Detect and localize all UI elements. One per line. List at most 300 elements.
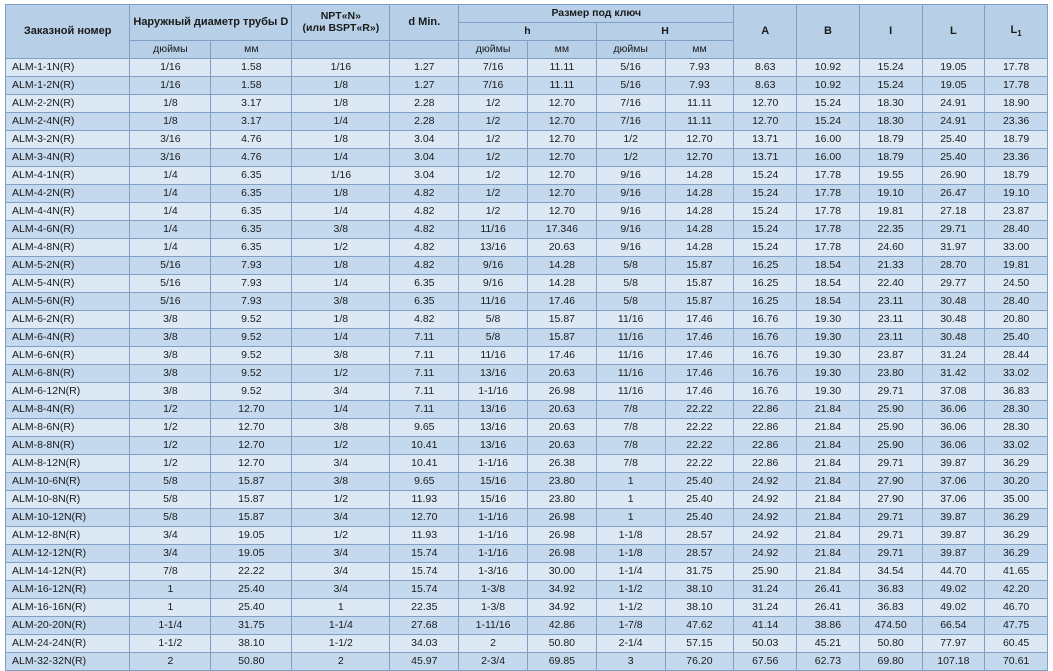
table-cell: 2.28 [390,95,459,113]
cell-order-number: ALM-5-2N(R) [6,257,130,275]
table-cell: 16.00 [797,131,860,149]
table-cell: 15.87 [665,257,734,275]
cell-order-number: ALM-5-6N(R) [6,293,130,311]
table-cell: 31.75 [665,563,734,581]
table-cell: 6.35 [211,167,292,185]
table-cell: 29.71 [859,509,922,527]
table-row [6,401,1048,419]
table-cell: 7.11 [390,365,459,383]
table-cell: 1/4 [292,275,390,293]
table-cell: 12.70 [527,203,596,221]
table-cell: 18.79 [985,131,1048,149]
table-cell: 15.24 [797,113,860,131]
table-cell: 1/4 [292,401,390,419]
table-cell: 19.05 [922,59,985,77]
table-cell: 33.02 [985,365,1048,383]
table-cell: 28.30 [985,419,1048,437]
table-cell: 12.70 [665,149,734,167]
table-cell: 1/16 [292,59,390,77]
table-row [6,59,1048,77]
table-cell: 14.28 [665,185,734,203]
table-cell: 25.40 [665,491,734,509]
table-row [6,473,1048,491]
table-cell: 21.84 [797,509,860,527]
table-cell: 24.92 [734,545,797,563]
table-cell: 19.81 [859,203,922,221]
table-cell: 23.80 [527,473,596,491]
table-cell: 9.52 [211,347,292,365]
table-cell: 17.46 [665,383,734,401]
table-cell: 3/4 [130,527,211,545]
table-cell: 28.44 [985,347,1048,365]
table-cell: 1 [596,509,665,527]
table-cell: 1/8 [292,311,390,329]
table-cell: 30.48 [922,329,985,347]
table-cell: 7/8 [596,401,665,419]
table-cell: 1/2 [130,401,211,419]
table-cell: 25.90 [859,437,922,455]
table-cell: 1/2 [459,203,528,221]
table-cell: 29.71 [859,545,922,563]
table-cell: 11.11 [527,59,596,77]
table-cell: 5/8 [130,473,211,491]
table-cell: 37.06 [922,491,985,509]
table-cell: 1/2 [292,437,390,455]
table-cell: 28.40 [985,221,1048,239]
table-cell: 70.61 [985,653,1048,671]
table-cell: 9/16 [596,221,665,239]
table-cell: 22.22 [665,455,734,473]
table-cell: 47.75 [985,617,1048,635]
table-cell: 15.24 [859,59,922,77]
table-cell: 1-3/8 [459,581,528,599]
table-cell: 6.35 [211,185,292,203]
table-cell: 9/16 [596,167,665,185]
table-cell: 19.30 [797,311,860,329]
table-cell: 42.86 [527,617,596,635]
table-cell: 31.97 [922,239,985,257]
table-cell: 22.22 [211,563,292,581]
table-cell: 20.63 [527,437,596,455]
table-cell: 1/8 [292,185,390,203]
table-cell: 10.41 [390,437,459,455]
table-cell: 1-1/2 [130,635,211,653]
table-cell: 12.70 [527,149,596,167]
table-cell: 13.71 [734,149,797,167]
table-cell: 3 [596,653,665,671]
table-cell: 69.85 [527,653,596,671]
table-cell: 11/16 [459,221,528,239]
table-cell: 7.93 [211,275,292,293]
table-cell: 36.06 [922,437,985,455]
table-cell: 1/16 [292,167,390,185]
table-cell: 28.30 [985,401,1048,419]
table-cell: 21.84 [797,563,860,581]
table-cell: 11/16 [596,311,665,329]
table-cell: 17.46 [665,347,734,365]
table-cell: 45.21 [797,635,860,653]
header-od-mm: мм [211,41,292,59]
cell-order-number: ALM-3-4N(R) [6,149,130,167]
cell-order-number: ALM-8-12N(R) [6,455,130,473]
table-row [6,599,1048,617]
table-cell: 3/4 [292,581,390,599]
table-cell: 11/16 [459,347,528,365]
table-cell: 69.80 [859,653,922,671]
table-cell: 3/8 [130,383,211,401]
specifications-table [5,4,1048,671]
table-cell: 27.90 [859,473,922,491]
table-cell: 1/2 [596,131,665,149]
table-cell: 11.11 [527,77,596,95]
table-cell: 3/8 [130,365,211,383]
table-cell: 7.11 [390,401,459,419]
table-cell: 57.15 [665,635,734,653]
table-cell: 27.18 [922,203,985,221]
table-cell: 22.86 [734,419,797,437]
table-cell: 24.92 [734,509,797,527]
table-cell: 17.46 [665,365,734,383]
table-cell: 2 [292,653,390,671]
table-cell: 2-1/4 [596,635,665,653]
table-cell: 20.63 [527,239,596,257]
header-outer-diameter: Наружный диаметр трубы D [130,5,292,41]
table-cell: 21.84 [797,545,860,563]
table-cell: 14.28 [665,203,734,221]
table-cell: 6.35 [211,221,292,239]
table-cell: 21.84 [797,491,860,509]
table-cell: 24.91 [922,113,985,131]
table-cell: 7/16 [596,113,665,131]
table-cell: 1/2 [292,527,390,545]
table-cell: 1 [130,581,211,599]
table-cell: 1 [130,599,211,617]
table-cell: 7.93 [211,293,292,311]
table-cell: 66.54 [922,617,985,635]
table-cell: 36.06 [922,401,985,419]
table-cell: 1/4 [292,329,390,347]
table-cell: 29.77 [922,275,985,293]
table-cell: 3/8 [130,347,211,365]
table-cell: 3/8 [130,329,211,347]
table-cell: 15.74 [390,581,459,599]
table-cell: 28.40 [985,293,1048,311]
header-wrench-size: Размер под ключ [459,5,734,23]
table-cell: 19.05 [211,527,292,545]
table-cell: 1/2 [459,131,528,149]
table-row [6,635,1048,653]
table-cell: 9/16 [459,275,528,293]
cell-order-number: ALM-4-8N(R) [6,239,130,257]
table-cell: 17.46 [665,329,734,347]
table-cell: 22.35 [859,221,922,239]
table-cell: 1/8 [130,95,211,113]
table-cell: 19.30 [797,365,860,383]
table-cell: 9/16 [596,203,665,221]
table-cell: 60.45 [985,635,1048,653]
table-cell: 19.10 [859,185,922,203]
table-cell: 1-1/8 [596,527,665,545]
table-cell: 6.35 [211,203,292,221]
table-cell: 1/4 [292,149,390,167]
cell-order-number: ALM-10-12N(R) [6,509,130,527]
table-cell: 1-1/16 [459,545,528,563]
table-cell: 18.79 [859,149,922,167]
cell-order-number: ALM-12-8N(R) [6,527,130,545]
table-cell: 1/4 [130,221,211,239]
table-cell: 5/16 [130,275,211,293]
table-cell: 18.79 [985,167,1048,185]
table-cell: 17.78 [797,185,860,203]
table-cell: 20.63 [527,419,596,437]
table-cell: 4.82 [390,221,459,239]
table-cell: 16.76 [734,383,797,401]
table-row [6,203,1048,221]
table-cell: 1-1/4 [292,617,390,635]
table-cell: 37.06 [922,473,985,491]
table-cell: 20.80 [985,311,1048,329]
table-cell: 25.40 [922,131,985,149]
table-cell: 17.46 [665,311,734,329]
table-cell: 10.41 [390,455,459,473]
table-cell: 3/8 [292,293,390,311]
table-cell: 44.70 [922,563,985,581]
header-npt [292,5,390,41]
header-b: B [797,5,860,59]
table-cell: 1/8 [292,77,390,95]
table-cell: 22.40 [859,275,922,293]
table-cell: 18.54 [797,257,860,275]
table-cell: 4.76 [211,149,292,167]
table-cell: 7.93 [665,77,734,95]
table-cell: 3/4 [292,509,390,527]
table-cell: 31.24 [734,581,797,599]
table-cell: 23.80 [859,365,922,383]
table-cell: 7.11 [390,383,459,401]
header-row-1 [6,5,1048,23]
table-cell: 5/16 [596,77,665,95]
table-cell: 11.11 [665,113,734,131]
table-cell: 26.90 [922,167,985,185]
table-cell: 50.80 [859,635,922,653]
cell-order-number: ALM-6-4N(R) [6,329,130,347]
table-cell: 15.24 [734,185,797,203]
table-cell: 49.02 [922,581,985,599]
table-row [6,293,1048,311]
table-cell: 1-11/16 [459,617,528,635]
table-cell: 6.35 [211,239,292,257]
table-cell: 15.24 [797,95,860,113]
table-cell: 1 [292,599,390,617]
table-cell: 77.97 [922,635,985,653]
table-cell: 25.40 [665,509,734,527]
table-cell: 24.60 [859,239,922,257]
table-cell: 39.87 [922,527,985,545]
cell-order-number: ALM-2-2N(R) [6,95,130,113]
table-cell: 15.87 [211,473,292,491]
table-cell: 11/16 [459,293,528,311]
table-cell: 18.54 [797,293,860,311]
table-cell: 15/16 [459,473,528,491]
table-cell: 1-1/2 [292,635,390,653]
table-cell: 7/8 [596,419,665,437]
table-row [6,275,1048,293]
table-cell: 14.28 [527,275,596,293]
spec-table-page [0,4,1053,667]
table-cell: 25.90 [859,401,922,419]
table-cell: 25.90 [734,563,797,581]
table-cell: 15.87 [527,311,596,329]
table-cell: 15.87 [211,491,292,509]
table-cell: 3.17 [211,113,292,131]
table-cell: 17.78 [985,77,1048,95]
table-cell: 26.98 [527,383,596,401]
table-cell: 1/2 [596,149,665,167]
table-cell: 5/8 [596,293,665,311]
table-cell: 15.74 [390,545,459,563]
table-cell: 26.41 [797,581,860,599]
table-cell: 16.00 [797,149,860,167]
table-cell: 12.70 [665,131,734,149]
header-a: A [734,5,797,59]
table-cell: 76.20 [665,653,734,671]
table-cell: 36.83 [985,383,1048,401]
table-cell: 7/16 [596,95,665,113]
table-cell: 5/8 [130,509,211,527]
table-cell: 29.71 [859,383,922,401]
table-cell: 36.29 [985,509,1048,527]
table-row [6,311,1048,329]
table-cell: 19.05 [211,545,292,563]
table-cell: 4.82 [390,257,459,275]
table-cell: 3/4 [292,545,390,563]
cell-order-number: ALM-4-4N(R) [6,203,130,221]
table-cell: 23.36 [985,149,1048,167]
header-dmin-blank [390,41,459,59]
table-cell: 26.47 [922,185,985,203]
table-cell: 4.82 [390,239,459,257]
table-cell: 38.10 [665,581,734,599]
table-cell: 50.03 [734,635,797,653]
table-row [6,185,1048,203]
table-cell: 14.28 [665,167,734,185]
header-od-inches: дюймы [130,41,211,59]
table-cell: 1/8 [292,257,390,275]
header-npt-line2: (или BSPT«R») [302,21,380,34]
table-cell: 11.11 [665,95,734,113]
table-row [6,95,1048,113]
header-order-number: Заказной номер [6,5,130,59]
table-cell: 25.40 [985,329,1048,347]
table-row [6,563,1048,581]
table-cell: 3/8 [130,311,211,329]
table-cell: 36.06 [922,419,985,437]
table-cell: 36.29 [985,527,1048,545]
table-row [6,509,1048,527]
table-cell: 9/16 [459,257,528,275]
table-cell: 62.73 [797,653,860,671]
table-cell: 3/4 [292,455,390,473]
table-cell: 1/16 [130,59,211,77]
table-cell: 15.74 [390,563,459,581]
table-cell: 9.52 [211,311,292,329]
table-cell: 9.52 [211,383,292,401]
table-row [6,365,1048,383]
table-cell: 9/16 [596,239,665,257]
table-cell: 23.11 [859,293,922,311]
table-cell: 36.29 [985,455,1048,473]
table-cell: 26.98 [527,509,596,527]
table-cell: 14.28 [665,221,734,239]
table-cell: 42.20 [985,581,1048,599]
table-cell: 1/4 [292,113,390,131]
table-cell: 38.10 [211,635,292,653]
table-cell: 8.63 [734,59,797,77]
table-cell: 45.97 [390,653,459,671]
table-cell: 34.03 [390,635,459,653]
table-cell: 1/2 [130,419,211,437]
table-cell: 17.46 [527,347,596,365]
table-cell: 22.35 [390,599,459,617]
table-cell: 1/2 [459,149,528,167]
table-row [6,113,1048,131]
table-cell: 11.93 [390,527,459,545]
table-cell: 50.80 [211,653,292,671]
table-cell: 1/8 [292,131,390,149]
table-cell: 24.92 [734,473,797,491]
table-cell: 2 [130,653,211,671]
table-cell: 17.46 [527,293,596,311]
table-cell: 13/16 [459,365,528,383]
table-cell: 1/4 [292,203,390,221]
table-cell: 30.48 [922,293,985,311]
table-cell: 15.24 [734,203,797,221]
cell-order-number: ALM-10-8N(R) [6,491,130,509]
table-cell: 2 [459,635,528,653]
table-cell: 24.92 [734,527,797,545]
table-cell: 1/2 [459,95,528,113]
table-cell: 21.84 [797,401,860,419]
table-cell: 1/4 [130,239,211,257]
table-cell: 4.82 [390,311,459,329]
table-cell: 36.83 [859,599,922,617]
table-cell: 34.54 [859,563,922,581]
table-cell: 13.71 [734,131,797,149]
table-cell: 11.93 [390,491,459,509]
table-cell: 33.02 [985,437,1048,455]
table-cell: 1/16 [130,77,211,95]
table-cell: 67.56 [734,653,797,671]
table-cell: 15.24 [734,167,797,185]
table-cell: 33.00 [985,239,1048,257]
table-cell: 25.40 [922,149,985,167]
table-cell: 12.70 [527,131,596,149]
table-cell: 37.08 [922,383,985,401]
table-cell: 15.24 [734,221,797,239]
table-cell: 31.24 [922,347,985,365]
table-cell: 36.83 [859,581,922,599]
table-cell: 19.30 [797,329,860,347]
table-cell: 22.86 [734,437,797,455]
table-cell: 11/16 [596,383,665,401]
table-cell: 11/16 [596,347,665,365]
table-cell: 47.62 [665,617,734,635]
cell-order-number: ALM-4-1N(R) [6,167,130,185]
table-cell: 15.24 [734,239,797,257]
table-cell: 31.75 [211,617,292,635]
table-cell: 3.04 [390,131,459,149]
table-cell: 5/8 [459,311,528,329]
